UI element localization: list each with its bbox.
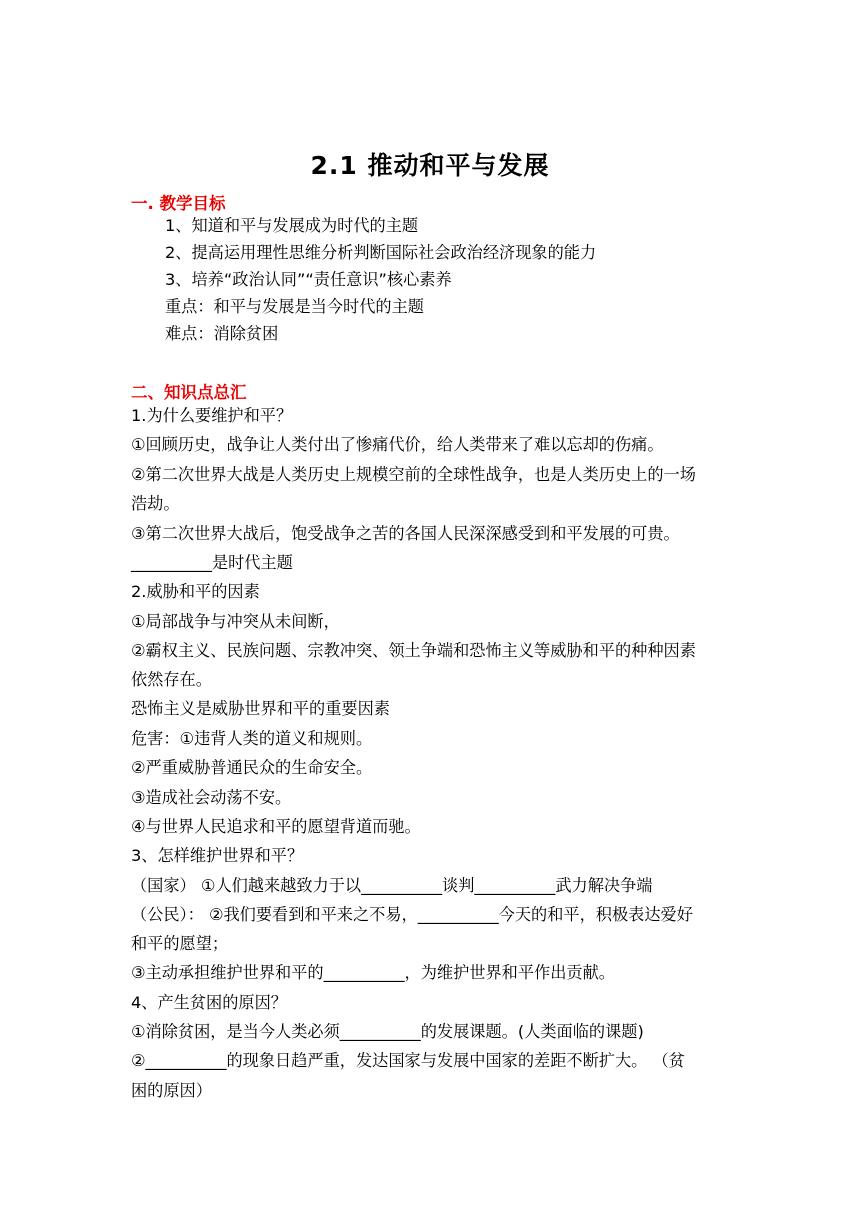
text-line: 和平的愿望； — [131, 934, 229, 953]
question-heading: 1.为什么要维护和平？ — [131, 406, 293, 425]
question-heading: 3、怎样维护世界和平？ — [131, 846, 304, 865]
objective-item: 3、培养“政治认同”“责任意识”核心素养 — [165, 270, 452, 289]
objective-item: 1、知道和平与发展成为时代的主题 — [165, 216, 419, 235]
text-line: ③造成社会动荡不安。 — [131, 788, 292, 807]
section-heading-objectives: 一. 教学目标 — [131, 194, 226, 213]
text-line: ①局部战争与冲突从未间断， — [131, 612, 340, 631]
text-line: 依然存在。 — [131, 670, 212, 689]
key-point: 重点：和平与发展是当今时代的主题 — [165, 297, 424, 316]
text-line: ①回顾历史，战争让人类付出了惨痛代价，给人类带来了难以忘却的伤痛。 — [131, 435, 664, 454]
text-line: ②霸权主义、民族问题、宗教冲突、领土争端和恐怖主义等威胁和平的种种因素 — [131, 641, 696, 660]
text-line: ③第二次世界大战后，饱受战争之苦的各国人民深深感受到和平发展的可贵。 — [131, 524, 680, 543]
objective-item: 2、提高运用理性思维分析判断国际社会政治经济现象的能力 — [165, 243, 597, 262]
page-title: 2.1 推动和平与发展 — [310, 151, 550, 180]
fill-blank-line: ③主动承担维护世界和平的__________，为维护世界和平作出贡献。 — [131, 963, 615, 982]
difficult-point: 难点：消除贫困 — [165, 324, 279, 343]
fill-blank-line: ②__________的现象日趋严重，发达国家与发展中国家的差距不断扩大。 （贫 — [131, 1051, 685, 1070]
text-line: ②第二次世界大战是人类历史上规模空前的全球性战争，也是人类历史上的一场 — [131, 465, 696, 484]
text-line: 危害：①违背人类的道义和规则。 — [131, 729, 373, 748]
question-heading: 4、产生贫困的原因？ — [131, 993, 287, 1012]
question-heading: 2.威胁和平的因素 — [131, 582, 260, 601]
fill-blank-line: （公民）： ②我们要看到和平来之不易，__________今天的和平，积极表达爱好 — [131, 905, 693, 924]
text-line: 浩劫。 — [131, 494, 180, 513]
text-line: 困的原因） — [131, 1081, 212, 1100]
text-line: ②严重威胁普通民众的生命安全。 — [131, 758, 373, 777]
section-heading-knowledge: 二、知识点总汇 — [131, 383, 247, 402]
text-line: ④与世界人民追求和平的愿望背道而驰。 — [131, 817, 421, 836]
fill-blank-line: __________是时代主题 — [131, 553, 293, 572]
text-line: 恐怖主义是威胁世界和平的重要因素 — [131, 699, 390, 718]
fill-blank-line: ①消除贫困，是当今人类必须__________的发展课题。(人类面临的课题) — [131, 1022, 644, 1041]
fill-blank-line: （国家） ①人们越来越致力于以__________谈判__________武力解决争端 — [131, 876, 653, 895]
